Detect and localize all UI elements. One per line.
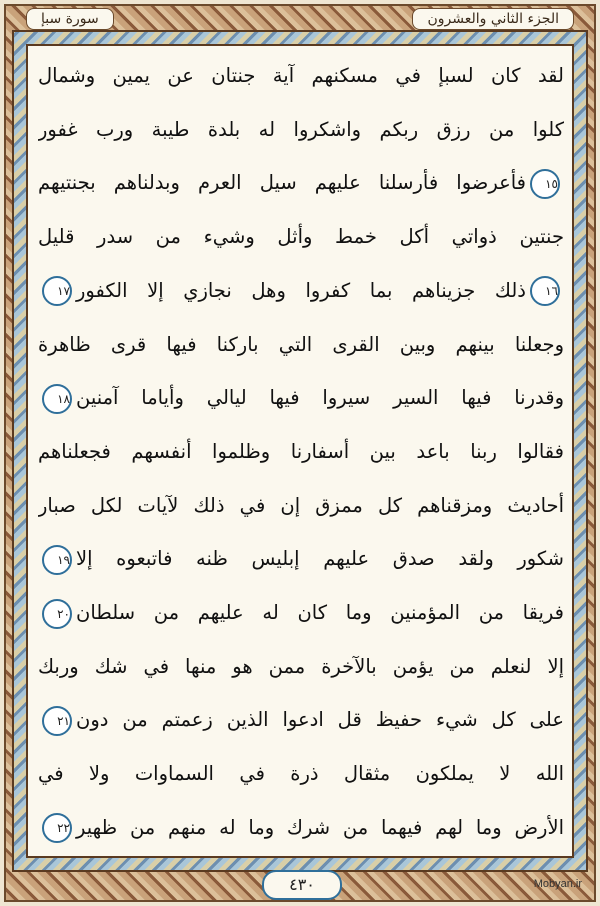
ayah-marker: ١٧ xyxy=(42,276,72,306)
text-line-2: كلوا من رزق ربكم واشكروا له بلدة طيبة ورب غفور xyxy=(38,117,564,141)
text-line-12: إلا لنعلم من يؤمن بالآخرة ممن هو منها في شك وربك xyxy=(38,654,564,678)
ayah-marker: ١٦ xyxy=(530,276,560,306)
juz-label: الجزء الثاني والعشرون xyxy=(412,8,574,30)
ayah-marker: ٢٠ xyxy=(42,599,72,629)
text-line-13: على كل شيء حفيظ قل ادعوا الذين زعمتم من دون٢١ xyxy=(38,698,564,742)
page-header xyxy=(26,6,574,32)
site-watermark: Mobyan.ir xyxy=(533,878,582,890)
text-line-11: فريقا من المؤمنين وما كان له عليهم من سلطان٢٠ xyxy=(38,591,564,635)
page-number: ٤٣٠ xyxy=(262,870,342,900)
text-line-7: وقدرنا فيها السير سيروا فيها ليالي وأياما آمنين١٨ xyxy=(38,376,564,420)
text-line-3: ١٥فأعرضوا فأرسلنا عليهم سيل العرم وبدلناهم بجنتيهم xyxy=(38,161,564,205)
ayah-marker: ٢١ xyxy=(42,706,72,736)
verse-lines xyxy=(38,54,564,850)
ayah-marker: ١٨ xyxy=(42,384,72,414)
text-line-5: ١٦ذلك جزيناهم بما كفروا وهل نجازي إلا الكفور١٧ xyxy=(38,269,564,313)
text-line-9: أحاديث ومزقناهم كل ممزق إن في ذلك لآيات لكل صبار xyxy=(38,493,564,517)
text-line-14: الله لا يملكون مثقال ذرة في السماوات ولا في xyxy=(38,762,564,786)
ayah-marker: ١٩ xyxy=(42,545,72,575)
text-page xyxy=(26,44,574,858)
text-line-10: شكور ولقد صدق عليهم إبليس ظنه فاتبعوه إلا١٩ xyxy=(38,537,564,581)
ayah-marker: ٢٢ xyxy=(42,813,72,843)
text-line-4: جنتين ذواتي أكل خمط وأثل وشيء من سدر قليل xyxy=(38,225,564,249)
page-footer xyxy=(0,870,600,900)
surah-name: سورة سبإ xyxy=(26,8,114,30)
ayah-marker: ١٥ xyxy=(530,169,560,199)
text-line-15: الأرض وما لهم فيهما من شرك وما له منهم من ظهير٢٢ xyxy=(38,806,564,850)
text-line-8: فقالوا ربنا باعد بين أسفارنا وظلموا أنفسهم فجعلناهم xyxy=(38,439,564,463)
text-line-6: وجعلنا بينهم وبين القرى التي باركنا فيها قرى ظاهرة xyxy=(38,332,564,356)
text-line-1: لقد كان لسبإ في مسكنهم آية جنتان عن يمين وشمال xyxy=(38,64,564,87)
